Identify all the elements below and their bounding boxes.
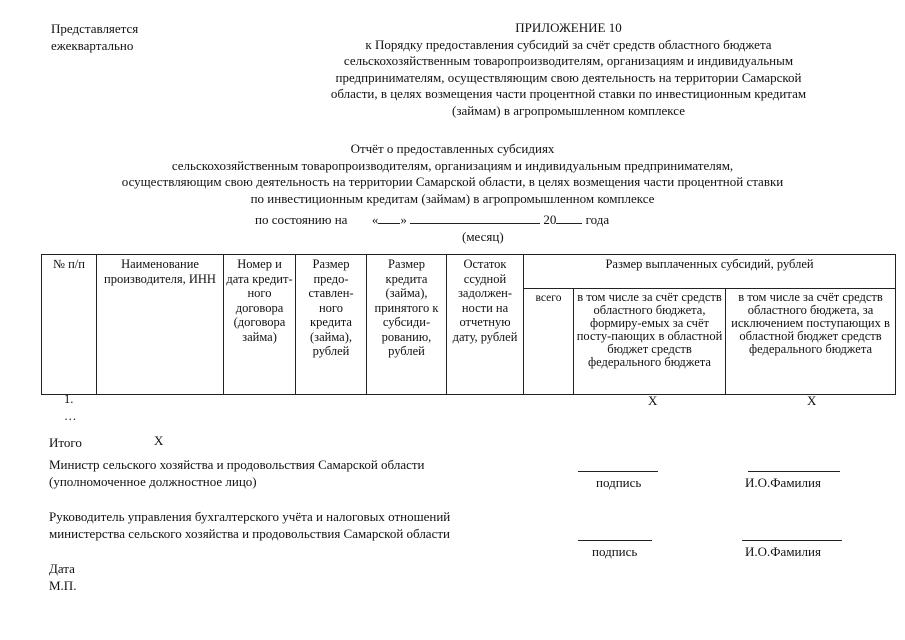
appendix-line: области, в целях возмещения части процентной ставки по инвестиционным кредитам: [330, 86, 807, 101]
signature-caption: подпись: [592, 544, 638, 559]
col-header-paid-subsidies: Размер выплаченных субсидий, рублей: [524, 255, 896, 289]
col-header-number: № п/п: [42, 255, 97, 395]
col-header-remaining-debt: Остаток ссудной задолжен-ности на отчетную дату, рублей: [447, 255, 524, 395]
appendix-line: сельскохозяйственным товаропроизводителям, организациям и индивидуальным: [343, 53, 794, 68]
year-prefix: 20: [543, 212, 557, 227]
x-mark: X: [648, 393, 658, 408]
col-header-contract: Номер и дата кредит-ного договора (договора займа): [224, 255, 296, 395]
name-caption: И.О.Фамилия: [745, 544, 821, 559]
appendix-line: к Порядку предоставления субсидий за счёт средств областного бюджета: [365, 36, 772, 52]
day-blank[interactable]: [378, 223, 400, 224]
appendix-header: [296, 20, 841, 119]
minister-line2: (уполномоченное должностное лицо): [49, 474, 257, 489]
year-blank[interactable]: [556, 223, 582, 224]
head-name-line[interactable]: [742, 540, 842, 541]
head-line2: министерства сельского хозяйства и продовольствия Самарской области: [49, 526, 450, 541]
minister-signatory: [49, 456, 425, 490]
appendix-line: предпринимателям, осуществляющим свою деятельность на территории Самарской: [335, 69, 802, 85]
minister-name-line[interactable]: [748, 471, 840, 472]
date-stamp-block: [49, 560, 76, 594]
report-title-line: по инвестиционным кредитам (займам) в агропромышленном комплексе: [250, 190, 655, 206]
col-header-total: всего: [524, 289, 574, 395]
row-number: 1.: [64, 392, 74, 406]
minister-line1: Министр сельского хозяйства и продовольствия Самарской области: [49, 457, 425, 472]
appendix-title: ПРИЛОЖЕНИЕ 10: [515, 20, 622, 35]
x-mark: X: [807, 393, 817, 408]
report-title-line: сельскохозяйственным товаропроизводителям, организациям и индивидуальным предпринимателям,: [171, 157, 734, 173]
report-date-prefix: по состоянию на: [255, 212, 348, 227]
head-signature-line[interactable]: [578, 540, 652, 541]
month-caption: (месяц): [462, 229, 504, 244]
report-date-line: [255, 212, 609, 228]
minister-signature-line[interactable]: [578, 471, 658, 472]
date-quote-open: «: [371, 212, 379, 227]
col-header-incl-federal: в том числе за счёт средств областного бюджета, формиру-емых за счёт посту-пающих в областной бюджет средств федерального бюджета: [574, 289, 726, 395]
subsidy-table: [41, 254, 896, 395]
submission-note: [51, 20, 138, 54]
report-title-line: осуществляющим свою деятельность на территории Самарской области, в целях возмещения части процентной ставки: [121, 174, 784, 189]
total-label: Итого: [49, 435, 82, 450]
stamp-label: М.П.: [49, 578, 77, 593]
total-x-mark: X: [154, 433, 164, 448]
submission-note-line1: Представляется: [51, 21, 139, 36]
date-quote-close: »: [400, 212, 407, 227]
col-header-excl-federal: в том числе за счёт средств областного бюджета, за исключением поступающих в областной бюджет средств федерального бюджета: [726, 289, 896, 395]
head-signatory: [49, 508, 450, 542]
report-title-line: Отчёт о предоставленных субсидиях: [350, 141, 555, 156]
col-header-producer: Наименование производителя, ИНН: [97, 255, 224, 395]
year-suffix: года: [585, 212, 610, 227]
report-title: [40, 141, 865, 207]
head-line1: Руководитель управления бухгалтерского учёта и налоговых отношений: [49, 509, 451, 524]
appendix-line: (займам) в агропромышленном комплексе: [451, 102, 686, 118]
col-header-loan-accepted: Размер кредита (займа), принятого к субсиди-рованию, рублей: [367, 255, 447, 395]
submission-note-line2: ежеквартально: [51, 38, 134, 53]
month-blank[interactable]: [410, 223, 540, 224]
date-label: Дата: [49, 561, 75, 576]
signature-caption: подпись: [596, 475, 642, 490]
name-caption: И.О.Фамилия: [745, 475, 821, 490]
col-header-loan-provided: Размер предо-ставлен-ного кредита (займа), рублей: [296, 255, 367, 395]
row-number-ellipsis: …: [64, 409, 77, 423]
